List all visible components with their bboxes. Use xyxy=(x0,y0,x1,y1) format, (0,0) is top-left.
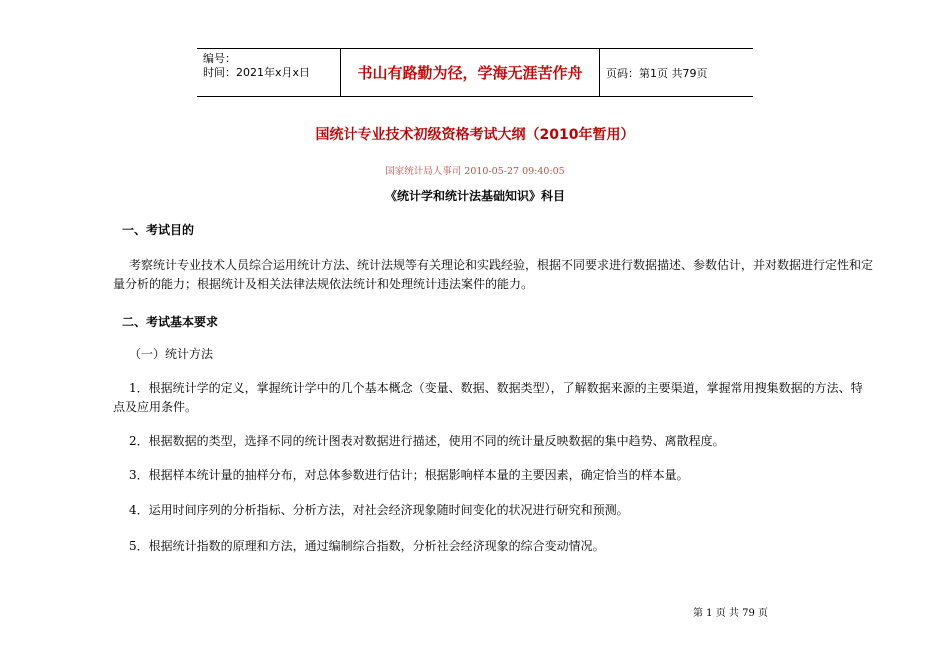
time-label: 时间：2021年x月x日 xyxy=(203,66,311,79)
header-motto: 书山有路勤为径，学海无涯苦作舟 xyxy=(340,49,600,96)
subject-title: 《统计学和统计法基础知识》科目 xyxy=(384,189,565,203)
header-table xyxy=(197,48,753,97)
section-2-heading: 二、考试基本要求 xyxy=(122,315,219,329)
list-item xyxy=(113,501,873,520)
section-1-heading: 一、考试目的 xyxy=(122,223,195,237)
list-item xyxy=(113,432,873,451)
list-item xyxy=(113,537,873,556)
serial-label: 编号： xyxy=(203,52,236,65)
list-item xyxy=(113,466,873,485)
list-item-text: 5．根据统计指数的原理和方法，通过编制综合指数，分析社会经济现象的综合变动情况。 xyxy=(129,539,605,553)
list-item-text: 4．运用时间序列的分析指标、分析方法，对社会经济现象随时间变化的状况进行研究和预测。 xyxy=(129,503,629,517)
page-footer: 第 1 页 共 79 页 xyxy=(693,608,768,619)
list-item-text: 2．根据数据的类型，选择不同的统计图表对数据进行描述，使用不同的统计量反映数据的集中趋势、离散程度。 xyxy=(129,434,725,448)
list-item-text: 3．根据样本统计量的抽样分布，对总体参数进行估计；根据影响样本量的主要因素，确定恰当的样本量。 xyxy=(129,468,689,482)
document-meta: 国家统计局人事司 2010-05-27 09:40:05 xyxy=(385,166,565,177)
subsection-1-heading xyxy=(113,345,873,364)
header-info-cell xyxy=(197,49,340,96)
list-item xyxy=(113,379,873,417)
subsection-1-text: （一）统计方法 xyxy=(129,347,214,361)
header-page-code: 页码：第1页 共79页 xyxy=(606,66,708,80)
section-1-text: 考察统计专业技术人员综合运用统计方法、统计法规等有关理论和实践经验，根据不同要求进行数据描述、参数估计，并对数据进行定性和定量分析的能力；根据统计及相关法律法规依法统计和处理统计违法案件的能力。 xyxy=(113,258,874,291)
section-1-paragraph xyxy=(113,256,873,294)
document-title: 国统计专业技术初级资格考试大纲（2010年暂用） xyxy=(315,127,635,143)
list-item-text: 1．根据统计学的定义，掌握统计学中的几个基本概念（变量、数据、数据类型），了解数据来源的主要渠道，掌握常用搜集数据的方法、特点及应用条件。 xyxy=(113,381,863,414)
